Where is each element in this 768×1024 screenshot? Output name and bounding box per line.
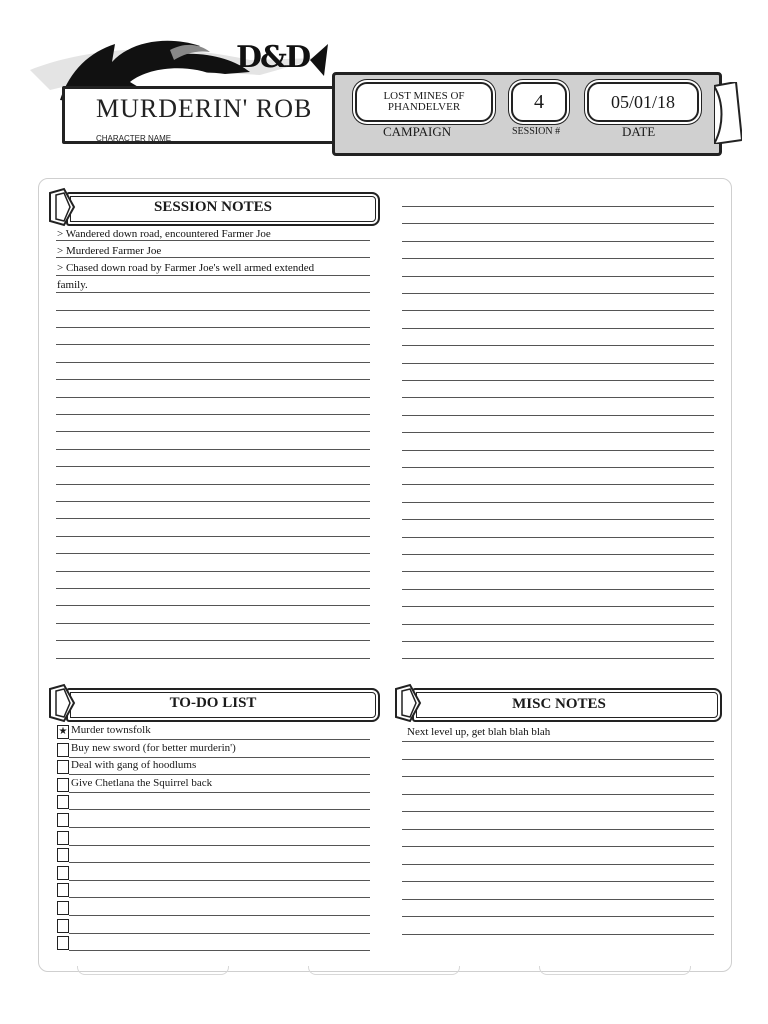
ruled-line bbox=[402, 934, 714, 935]
todo-item bbox=[57, 776, 370, 793]
ruled-line bbox=[56, 449, 370, 450]
todo-checkbox[interactable] bbox=[57, 883, 69, 897]
ruled-line bbox=[402, 450, 714, 451]
ruled-line bbox=[402, 899, 714, 900]
todo-title: TO-DO LIST bbox=[169, 695, 257, 711]
ruled-line bbox=[402, 380, 714, 381]
ruled-line bbox=[402, 484, 714, 485]
banner-cap-icon bbox=[48, 683, 78, 723]
ruled-line bbox=[402, 794, 714, 795]
todo-checkbox[interactable] bbox=[57, 919, 69, 933]
todo-item bbox=[57, 723, 370, 740]
ruled-line bbox=[56, 536, 370, 537]
ruled-line bbox=[402, 345, 714, 346]
ruled-line bbox=[69, 950, 370, 951]
ruled-line bbox=[56, 292, 370, 293]
todo-checkbox[interactable] bbox=[57, 936, 69, 950]
ruled-line bbox=[402, 467, 714, 468]
date-label: DATE bbox=[622, 124, 656, 139]
ruled-line bbox=[402, 811, 714, 812]
frame-tab bbox=[539, 966, 691, 975]
character-name[interactable]: MURDERIN' ROB bbox=[96, 94, 313, 123]
misc-note-line: Next level up, get blah blah blah bbox=[407, 726, 551, 738]
session-note-line: > Wandered down road, encountered Farmer Joe bbox=[57, 228, 271, 240]
ruled-line bbox=[402, 310, 714, 311]
banner-cap-icon bbox=[394, 683, 424, 723]
ruled-line bbox=[56, 310, 370, 311]
todo-item bbox=[57, 758, 370, 775]
ruled-line bbox=[402, 571, 714, 572]
ruled-line bbox=[56, 571, 370, 572]
ruled-line bbox=[56, 605, 370, 606]
ruled-line bbox=[56, 640, 370, 641]
ruled-line bbox=[56, 466, 370, 467]
banner-cap-icon bbox=[48, 187, 78, 227]
todo-item-text[interactable]: Deal with gang of hoodlums bbox=[71, 759, 197, 772]
todo-item-text[interactable]: Murder townsfolk bbox=[71, 724, 151, 736]
todo-item-text[interactable]: Give Chetlana the Squirrel back bbox=[71, 776, 213, 789]
ruled-line bbox=[402, 293, 714, 294]
ruled-line bbox=[402, 589, 714, 590]
ruled-line bbox=[402, 241, 714, 242]
frame-tab bbox=[77, 966, 229, 975]
ruled-line bbox=[402, 276, 714, 277]
ruled-line bbox=[402, 537, 714, 538]
todo-item bbox=[57, 917, 370, 934]
ruled-line bbox=[56, 327, 370, 328]
session-notes-title: SESSION NOTES bbox=[154, 199, 272, 215]
todo-checkbox[interactable]: ★ bbox=[58, 726, 68, 737]
todo-checkbox[interactable] bbox=[57, 901, 69, 915]
todo-item bbox=[57, 846, 370, 863]
todo-item bbox=[57, 793, 370, 810]
todo-item bbox=[57, 811, 370, 828]
todo-checkbox[interactable] bbox=[57, 813, 69, 827]
session-number-field[interactable]: 4 bbox=[511, 82, 567, 122]
ruled-line bbox=[56, 431, 370, 432]
todo-checkbox[interactable] bbox=[57, 795, 69, 809]
ruled-line bbox=[402, 829, 714, 830]
ruled-line bbox=[56, 379, 370, 380]
ruled-line bbox=[402, 864, 714, 865]
frame-tab bbox=[308, 966, 460, 975]
ruled-line bbox=[402, 881, 714, 882]
session-note-line: > Chased down road by Farmer Joe's well armed extended bbox=[57, 262, 315, 274]
ruled-line bbox=[402, 432, 714, 433]
todo-item bbox=[57, 934, 370, 951]
ruled-line bbox=[402, 741, 714, 742]
ruled-line bbox=[402, 846, 714, 847]
ruled-line bbox=[402, 363, 714, 364]
campaign-label: CAMPAIGN bbox=[383, 124, 452, 139]
ruled-line bbox=[402, 776, 714, 777]
date-field[interactable]: 05/01/18 bbox=[587, 82, 699, 122]
todo-item bbox=[57, 864, 370, 881]
todo-checkbox[interactable] bbox=[57, 743, 69, 757]
ruled-line bbox=[402, 415, 714, 416]
todo-checkbox[interactable] bbox=[57, 831, 69, 845]
ruled-line bbox=[402, 519, 714, 520]
page-bottom-decoration bbox=[38, 966, 730, 978]
session-note-line: > Murdered Farmer Joe bbox=[57, 245, 162, 257]
session-note-line: family. bbox=[57, 279, 88, 291]
misc-notes-title: MISC NOTES bbox=[512, 696, 606, 712]
todo-checkbox[interactable] bbox=[57, 760, 69, 774]
ruled-line bbox=[402, 641, 714, 642]
ruled-line bbox=[402, 328, 714, 329]
todo-item bbox=[57, 741, 370, 758]
ruled-line bbox=[402, 502, 714, 503]
ruled-line bbox=[402, 554, 714, 555]
todo-item-text[interactable]: Buy new sword (for better murderin') bbox=[71, 741, 236, 754]
todo-checkbox[interactable] bbox=[57, 848, 69, 862]
ruled-line bbox=[402, 759, 714, 760]
ruled-line bbox=[56, 518, 370, 519]
dnd-logo: D&D bbox=[236, 40, 310, 75]
scroll-end-icon bbox=[714, 82, 742, 144]
todo-checkbox[interactable] bbox=[57, 866, 69, 880]
ruled-line bbox=[402, 397, 714, 398]
ruled-line bbox=[56, 623, 370, 624]
ruled-line bbox=[402, 223, 714, 224]
session-number-label: SESSION # bbox=[512, 126, 561, 137]
ruled-line bbox=[56, 501, 370, 502]
todo-checkbox[interactable] bbox=[57, 778, 69, 792]
character-name-label: CHARACTER NAME bbox=[96, 134, 172, 143]
ruled-line bbox=[402, 206, 714, 207]
ruled-line bbox=[56, 484, 370, 485]
ruled-line bbox=[56, 553, 370, 554]
ruled-line bbox=[56, 397, 370, 398]
ruled-line bbox=[56, 344, 370, 345]
campaign-field[interactable]: LOST MINES OF PHANDELVER bbox=[355, 82, 493, 122]
ruled-line bbox=[402, 624, 714, 625]
ruled-line bbox=[56, 414, 370, 415]
ruled-line bbox=[56, 658, 370, 659]
ruled-line bbox=[402, 916, 714, 917]
todo-item bbox=[57, 829, 370, 846]
ruled-line bbox=[402, 258, 714, 259]
ruled-line bbox=[56, 362, 370, 363]
todo-item bbox=[57, 881, 370, 898]
ruled-line bbox=[56, 588, 370, 589]
ruled-line bbox=[402, 606, 714, 607]
todo-item bbox=[57, 899, 370, 916]
ruled-line bbox=[402, 658, 714, 659]
